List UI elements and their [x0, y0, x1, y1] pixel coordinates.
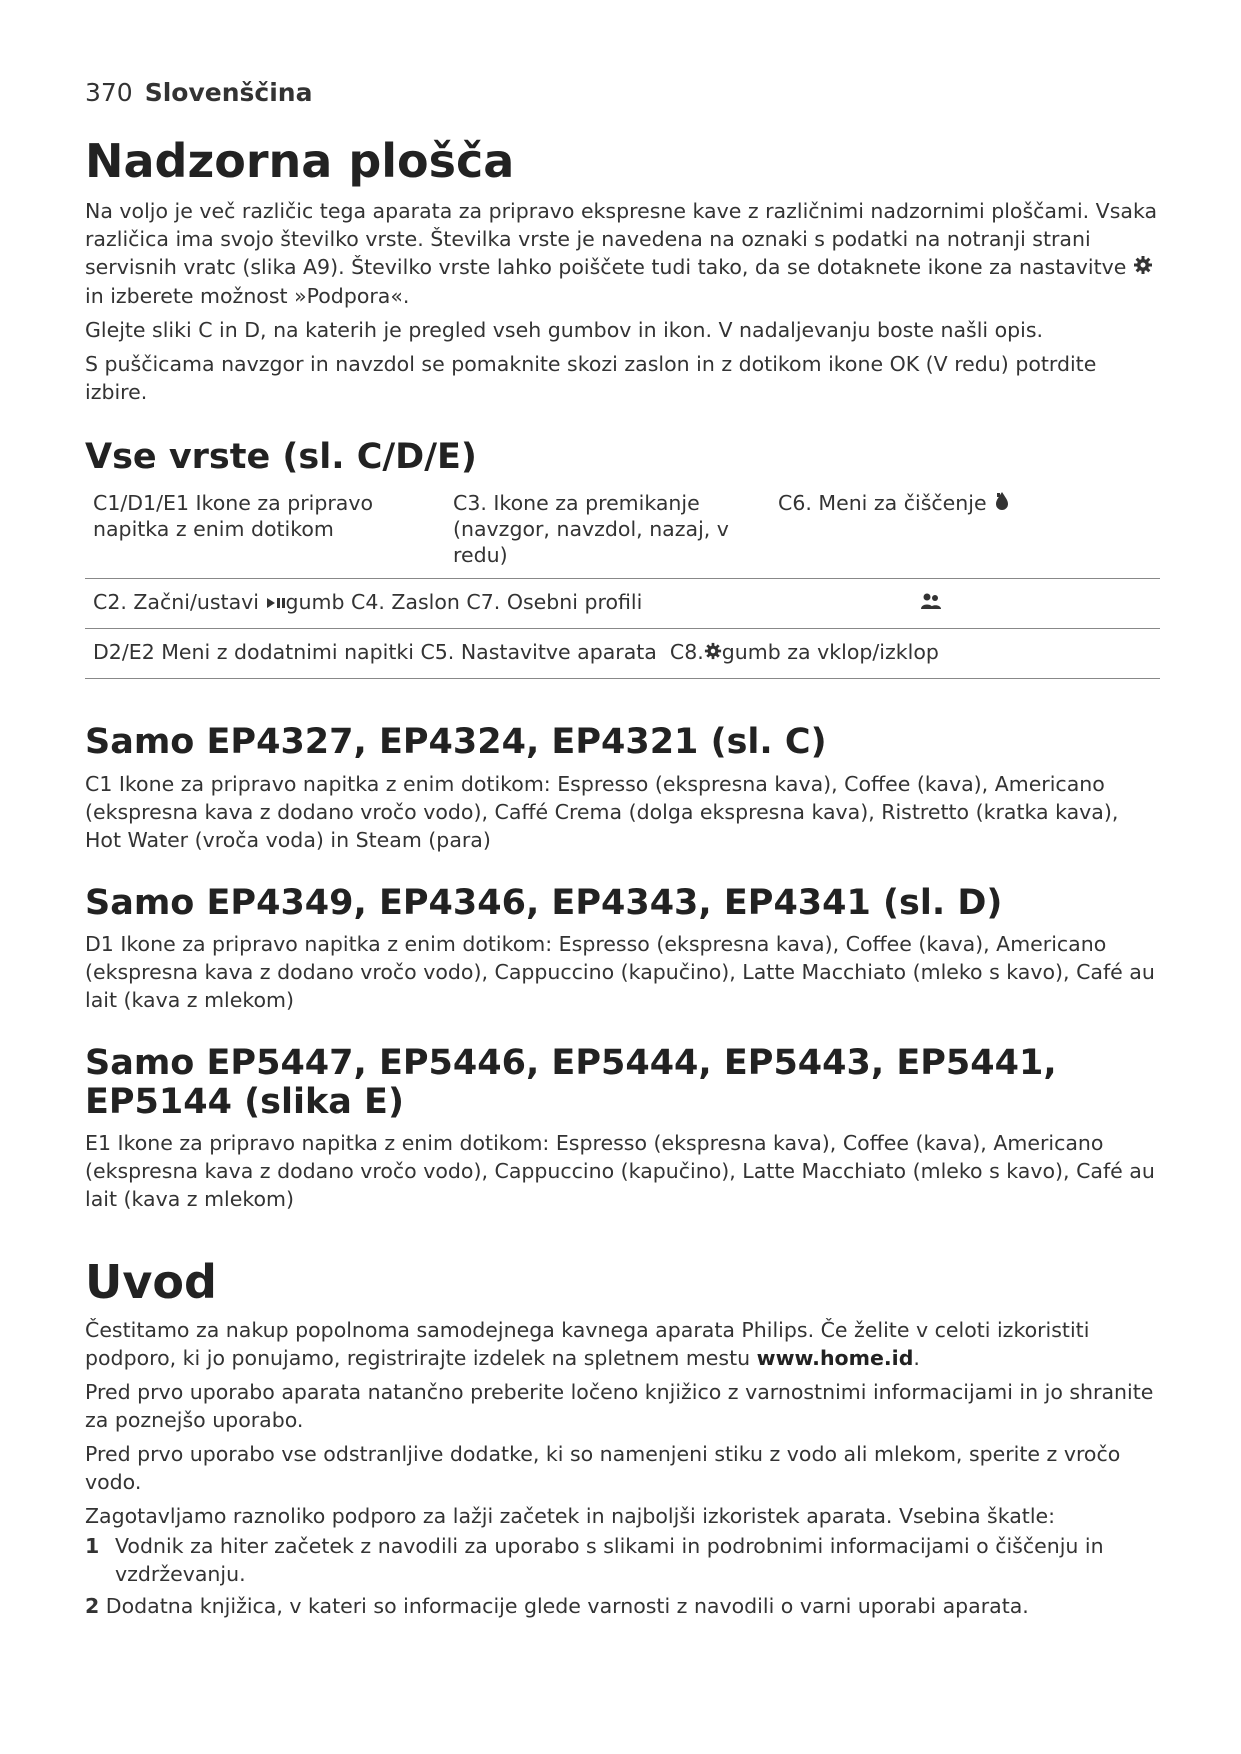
- table-cell: C1/D1/E1 Ikone za pripravo napitka z enim dotikom: [93, 491, 374, 542]
- list-item: [85, 1532, 1160, 1588]
- power-gear-icon: [704, 640, 722, 666]
- section-title: Nadzorna plošča: [85, 134, 515, 188]
- list-item-text: Vodnik za hiter začetek z navodili za uporabo s slikami in podrobnimi informacijami o čiščenju in vzdrževanju.: [115, 1533, 1104, 1586]
- paragraph: [85, 1316, 1160, 1372]
- cell-text: C8.: [669, 640, 704, 665]
- section-nadzorna-plosca: [85, 136, 1160, 406]
- section-model-e: [85, 1044, 1160, 1213]
- cell-text: C6. Meni za čiščenje: [778, 491, 987, 516]
- paragraph: D1 Ikone za pripravo napitka z enim dotikom: Espresso (ekspresna kava), Coffee (kava), Americano (ekspresna kava z dodano vročo vodo), Cappuccino (kapučino), Latte Macchiato (mleko s kavo), Café au lait (kava z mlekom): [85, 932, 1155, 1013]
- section-title: Samo EP5447, EP5446, EP5444, EP5443, EP5441, EP5144 (slika E): [85, 1043, 1057, 1122]
- paragraph-text: .: [913, 1345, 920, 1370]
- paragraph: Glejte sliki C in D, na katerih je pregled vseh gumbov in ikon. V nadaljevanju boste našli opis.: [85, 317, 1044, 342]
- paragraph: Pred prvo uporabo vse odstranljive dodatke, ki so namenjeni stiku z vodo ali mlekom, sperite z vročo vodo.: [85, 1441, 1121, 1494]
- cell-text: gumb za vklop/izklop: [721, 640, 939, 665]
- header-language: Slovenščina: [144, 78, 313, 107]
- section-title: Vse vrste (sl. C/D/E): [85, 436, 477, 477]
- page-number: 370: [85, 78, 133, 107]
- paragraph-text: Na voljo je več različic tega aparata za pripravo ekspresne kave z različnimi nadzornimi ploščami. Vsaka različica ima svojo številko vrste. Številka vrste je navedena na oznaki s podatki na notranji strani servisnih vratc (slika A9). Številko vrste lahko poiščete tudi tako, da se dotaknete ikone za nastavitve: [85, 198, 1158, 279]
- profiles-icon: [920, 590, 942, 616]
- paragraph: Pred prvo uporabo aparata natančno preberite ločeno knjižico z varnostnimi informacijami in jo shranite za poznejšo uporabo.: [85, 1379, 1154, 1432]
- paragraph: E1 Ikone za pripravo napitka z enim dotikom: Espresso (ekspresna kava), Coffee (kava), Americano (ekspresna kava z dodano vročo vodo), Cappuccino (kapučino), Latte Macchiato (mleko s kavo), Café au lait (kava z mlekom): [85, 1131, 1155, 1212]
- paragraph-text: Čestitamo za nakup popolnoma samodejnega kavnega aparata Philips. Če želite v celoti izkoristiti podporo, ki jo ponujamo, registrirajte izdelek na spletnem mestu: [85, 1317, 1090, 1370]
- gear-icon: [1133, 254, 1153, 282]
- table-cell: [85, 629, 1160, 679]
- cell-text: D2/E2 Meni z dodatnimi napitki C5. Nastavitve aparata: [93, 640, 657, 665]
- cell-text: C2. Začni/ustavi: [93, 590, 259, 615]
- table-row: [85, 579, 1160, 629]
- cell-text: gumb C4. Zaslon C7. Osebni profili: [285, 590, 643, 615]
- paragraph: Zagotavljamo raznoliko podporo za lažji začetek in najboljši izkoristek aparata. Vsebina škatle:: [85, 1503, 1056, 1528]
- section-vse-vrste: [85, 438, 1160, 680]
- section-model-d: [85, 884, 1160, 1015]
- table-row: [85, 629, 1160, 679]
- section-model-c: [85, 723, 1160, 854]
- paragraph: C1 Ikone za pripravo napitka z enim dotikom: Espresso (ekspresna kava), Coffee (kava), Americano (ekspresna kava z dodano vročo vodo), Caffé Crema (dolga ekspresna kava), Ristretto (kratka kava), Hot Water (vroča voda) in Steam (para): [85, 771, 1119, 852]
- section-title: Samo EP4349, EP4346, EP4343, EP4341 (sl. D): [85, 882, 1003, 923]
- list-item: [85, 1592, 1160, 1620]
- controls-table: [85, 484, 1160, 679]
- section-uvod: [85, 1257, 1160, 1620]
- section-title: Uvod: [85, 1255, 217, 1310]
- paragraph: [85, 197, 1160, 310]
- page-content: [85, 128, 1160, 1624]
- paragraph-text: in izberete možnost »Podpora«.: [85, 283, 410, 308]
- drop-icon: [993, 491, 1011, 517]
- list-item-number: 1: [85, 1533, 100, 1558]
- box-contents-list: [85, 1532, 1160, 1620]
- list-item-text: Dodatna knjižica, v kateri so informacije glede varnosti z navodili o varni uporabi aparata.: [105, 1593, 1029, 1618]
- table-cell: [85, 579, 770, 629]
- page-header: [85, 78, 312, 107]
- section-title: Samo EP4327, EP4324, EP4321 (sl. C): [85, 722, 827, 763]
- table-cell: [770, 484, 1160, 579]
- table-cell: [770, 579, 1160, 629]
- table-row: [85, 484, 1160, 579]
- website-link[interactable]: www.home.id: [756, 1345, 914, 1370]
- table-cell: C3. Ikone za premikanje (navzgor, navzdol, nazaj, v redu): [453, 491, 729, 568]
- play-pause-icon: [266, 590, 286, 616]
- list-item-number: 2: [85, 1593, 100, 1618]
- paragraph: S puščicama navzgor in navzdol se pomaknite skozi zaslon in z dotikom ikone OK (V redu) potrdite izbire.: [85, 351, 1097, 404]
